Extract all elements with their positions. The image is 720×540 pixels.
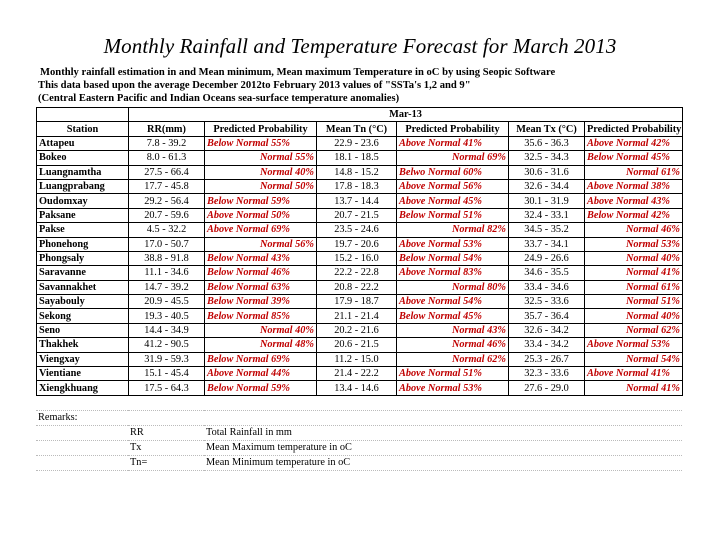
cell-mean-tx: 32.4 - 33.1: [509, 208, 585, 222]
cell-tn-probability: Above Normal 53%: [397, 381, 509, 395]
remark-abbr: Tx: [128, 440, 204, 455]
cell-tn-probability: Normal 43%: [397, 323, 509, 337]
cell-mean-tx: 32.5 - 34.3: [509, 151, 585, 165]
cell-tn-probability: Normal 62%: [397, 352, 509, 366]
cell-rainfall-probability: Below Normal 63%: [205, 280, 317, 294]
cell-rainfall: 8.0 - 61.3: [129, 151, 205, 165]
remarks-heading-row: [36, 410, 682, 425]
table-row: [37, 251, 683, 265]
cell-mean-tx: 32.6 - 34.2: [509, 323, 585, 337]
cell-rainfall-probability: Below Normal 69%: [205, 352, 317, 366]
cell-tn-probability: Above Normal 45%: [397, 194, 509, 208]
remark-abbr: RR: [128, 425, 204, 440]
cell-tn-probability: Above Normal 56%: [397, 179, 509, 193]
cell-tn-probability: Normal 46%: [397, 338, 509, 352]
cell-mean-tn: 23.5 - 24.6: [317, 223, 397, 237]
cell-mean-tn: 13.7 - 14.4: [317, 194, 397, 208]
cell-mean-tn: 15.2 - 16.0: [317, 251, 397, 265]
cell-mean-tn: 13.4 - 14.6: [317, 381, 397, 395]
cell-station: Sekong: [37, 309, 129, 323]
remark-desc: Mean Minimum temperature in oC: [204, 455, 682, 470]
remarks-spacer-row: [36, 396, 682, 411]
cell-mean-tx: 30.6 - 31.6: [509, 165, 585, 179]
month-header: Mar-13: [129, 108, 683, 122]
cell-mean-tn: 22.9 - 23.6: [317, 136, 397, 150]
cell-mean-tx: 25.3 - 26.7: [509, 352, 585, 366]
cell-mean-tx: 32.5 - 33.6: [509, 295, 585, 309]
remark-row: [36, 425, 682, 440]
cell-mean-tn: 19.7 - 20.6: [317, 237, 397, 251]
cell-tn-probability: Below Normal 45%: [397, 309, 509, 323]
cell-tn-probability: Above Normal 83%: [397, 266, 509, 280]
cell-mean-tn: 17.8 - 18.3: [317, 179, 397, 193]
cell-tx-probability: Below Normal 45%: [585, 151, 683, 165]
table-row: [37, 165, 683, 179]
table-row: [37, 352, 683, 366]
cell-rainfall-probability: Above Normal 69%: [205, 223, 317, 237]
cell-mean-tx: 32.6 - 34.4: [509, 179, 585, 193]
col-header-tx: Mean Tx (°C): [509, 122, 585, 136]
cell-station: Pakse: [37, 223, 129, 237]
table-row: [37, 151, 683, 165]
col-header-prob-rr: Predicted Probability: [205, 122, 317, 136]
cell-mean-tn: 17.9 - 18.7: [317, 295, 397, 309]
cell-tn-probability: Normal 80%: [397, 280, 509, 294]
cell-tn-probability: Belwo Normal 60%: [397, 165, 509, 179]
remark-abbr: Tn=: [128, 455, 204, 470]
remarks-heading: Remarks:: [36, 410, 128, 425]
cell-tn-probability: Normal 82%: [397, 223, 509, 237]
cell-tx-probability: Above Normal 38%: [585, 179, 683, 193]
cell-mean-tx: 33.7 - 34.1: [509, 237, 585, 251]
cell-rainfall-probability: Normal 50%: [205, 179, 317, 193]
cell-rainfall-probability: Below Normal 46%: [205, 266, 317, 280]
cell-rainfall: 14.7 - 39.2: [129, 280, 205, 294]
cell-rainfall: 27.5 - 66.4: [129, 165, 205, 179]
cell-station: Xiengkhuang: [37, 381, 129, 395]
cell-rainfall-probability: Normal 40%: [205, 165, 317, 179]
cell-station: Thakhek: [37, 338, 129, 352]
cell-rainfall-probability: Above Normal 44%: [205, 367, 317, 381]
cell-station: Savannakhet: [37, 280, 129, 294]
cell-tx-probability: Normal 40%: [585, 309, 683, 323]
cell-mean-tn: 14.8 - 15.2: [317, 165, 397, 179]
page-title: Monthly Rainfall and Temperature Forecast for March 2013: [103, 34, 617, 58]
remark-row: [36, 455, 682, 470]
cell-station: Phongsaly: [37, 251, 129, 265]
cell-tn-probability: Below Normal 54%: [397, 251, 509, 265]
cell-tn-probability: Above Normal 54%: [397, 295, 509, 309]
table-row: [37, 237, 683, 251]
table-row: [37, 338, 683, 352]
cell-tn-probability: Below Normal 51%: [397, 208, 509, 222]
cell-tx-probability: Normal 53%: [585, 237, 683, 251]
cell-rainfall: 14.4 - 34.9: [129, 323, 205, 337]
remark-row: [36, 440, 682, 455]
table-row: [37, 194, 683, 208]
cell-station: Oudomxay: [37, 194, 129, 208]
cell-mean-tx: 33.4 - 34.6: [509, 280, 585, 294]
cell-mean-tx: 27.6 - 29.0: [509, 381, 585, 395]
cell-tn-probability: Normal 69%: [397, 151, 509, 165]
cell-rainfall-probability: Normal 40%: [205, 323, 317, 337]
cell-tn-probability: Above Normal 51%: [397, 367, 509, 381]
cell-rainfall-probability: Below Normal 59%: [205, 381, 317, 395]
cell-rainfall-probability: Below Normal 39%: [205, 295, 317, 309]
table-row: [37, 381, 683, 395]
intro-line-2: This data based upon the average December 2012to February 2013 values of "SSTa's 1,2 and 9": [38, 80, 471, 91]
cell-mean-tn: 21.1 - 21.4: [317, 309, 397, 323]
intro-notes: [36, 66, 682, 105]
cell-mean-tx: 33.4 - 34.2: [509, 338, 585, 352]
table-row: [37, 223, 683, 237]
cell-rainfall: 17.0 - 50.7: [129, 237, 205, 251]
cell-station: Paksane: [37, 208, 129, 222]
cell-tx-probability: Below Normal 42%: [585, 208, 683, 222]
cell-tx-probability: Normal 41%: [585, 381, 683, 395]
cell-station: Phonehong: [37, 237, 129, 251]
cell-tx-probability: Above Normal 53%: [585, 338, 683, 352]
column-header-row: [37, 122, 683, 136]
cell-tx-probability: Normal 61%: [585, 165, 683, 179]
cell-station: Vientiane: [37, 367, 129, 381]
cell-rainfall: 20.9 - 45.5: [129, 295, 205, 309]
cell-tx-probability: Normal 41%: [585, 266, 683, 280]
cell-tx-probability: Above Normal 41%: [585, 367, 683, 381]
cell-station: Attapeu: [37, 136, 129, 150]
cell-rainfall-probability: Below Normal 85%: [205, 309, 317, 323]
cell-mean-tn: 20.2 - 21.6: [317, 323, 397, 337]
cell-mean-tx: 30.1 - 31.9: [509, 194, 585, 208]
forecast-table: [36, 107, 683, 396]
intro-line-3: (Central Eastern Pacific and Indian Oceans sea-surface temperature anomalies): [38, 93, 400, 104]
cell-rainfall-probability: Normal 56%: [205, 237, 317, 251]
cell-mean-tx: 32.3 - 33.6: [509, 367, 585, 381]
cell-mean-tn: 20.8 - 22.2: [317, 280, 397, 294]
cell-rainfall: 17.7 - 45.8: [129, 179, 205, 193]
table-row: [37, 295, 683, 309]
table-row: [37, 179, 683, 193]
col-header-prob-tn: Predicted Probability: [397, 122, 509, 136]
cell-station: Bokeo: [37, 151, 129, 165]
cell-rainfall: 17.5 - 64.3: [129, 381, 205, 395]
cell-tx-probability: Above Normal 42%: [585, 136, 683, 150]
cell-rainfall: 11.1 - 34.6: [129, 266, 205, 280]
cell-rainfall: 20.7 - 59.6: [129, 208, 205, 222]
table-row: [37, 309, 683, 323]
cell-rainfall: 31.9 - 59.3: [129, 352, 205, 366]
cell-mean-tx: 34.6 - 35.5: [509, 266, 585, 280]
remark-desc: Total Rainfall in mm: [204, 425, 682, 440]
cell-mean-tn: 20.6 - 21.5: [317, 338, 397, 352]
cell-rainfall: 4.5 - 32.2: [129, 223, 205, 237]
cell-mean-tn: 22.2 - 22.8: [317, 266, 397, 280]
month-header-row: [37, 108, 683, 122]
cell-station: Luangprabang: [37, 179, 129, 193]
cell-rainfall-probability: Above Normal 50%: [205, 208, 317, 222]
table-row: [37, 266, 683, 280]
cell-tx-probability: Normal 46%: [585, 223, 683, 237]
table-row: [37, 136, 683, 150]
cell-station: Sayabouly: [37, 295, 129, 309]
cell-tx-probability: Normal 61%: [585, 280, 683, 294]
cell-mean-tn: 20.7 - 21.5: [317, 208, 397, 222]
cell-tx-probability: Above Normal 43%: [585, 194, 683, 208]
cell-station: Seno: [37, 323, 129, 337]
cell-tx-probability: Normal 62%: [585, 323, 683, 337]
remark-desc: Mean Maximum temperature in oC: [204, 440, 682, 455]
table-row: [37, 208, 683, 222]
cell-mean-tx: 35.7 - 36.4: [509, 309, 585, 323]
cell-station: Viengxay: [37, 352, 129, 366]
cell-mean-tn: 21.4 - 22.2: [317, 367, 397, 381]
table-row: [37, 280, 683, 294]
cell-rainfall-probability: Below Normal 59%: [205, 194, 317, 208]
col-header-station: Station: [37, 122, 129, 136]
cell-mean-tx: 34.5 - 35.2: [509, 223, 585, 237]
cell-mean-tn: 18.1 - 18.5: [317, 151, 397, 165]
cell-mean-tx: 24.9 - 26.6: [509, 251, 585, 265]
forecast-table-body: [37, 108, 683, 396]
cell-station: Luangnamtha: [37, 165, 129, 179]
table-row: [37, 323, 683, 337]
month-header-spacer: [37, 108, 129, 122]
col-header-rr: RR(mm): [129, 122, 205, 136]
cell-rainfall-probability: Normal 48%: [205, 338, 317, 352]
cell-tx-probability: Normal 51%: [585, 295, 683, 309]
cell-rainfall: 19.3 - 40.5: [129, 309, 205, 323]
cell-mean-tn: 11.2 - 15.0: [317, 352, 397, 366]
cell-rainfall-probability: Below Normal 55%: [205, 136, 317, 150]
cell-rainfall: 41.2 - 90.5: [129, 338, 205, 352]
spreadsheet: [36, 66, 682, 471]
cell-rainfall: 38.8 - 91.8: [129, 251, 205, 265]
intro-line-1: Monthly rainfall estimation in and Mean minimum, Mean maximum Temperature in oC by using Seopic Software: [40, 67, 556, 78]
cell-rainfall-probability: Below Normal 43%: [205, 251, 317, 265]
cell-rainfall: 7.8 - 39.2: [129, 136, 205, 150]
cell-rainfall: 29.2 - 56.4: [129, 194, 205, 208]
cell-tn-probability: Above Normal 53%: [397, 237, 509, 251]
col-header-tn: Mean Tn (°C): [317, 122, 397, 136]
cell-rainfall-probability: Normal 55%: [205, 151, 317, 165]
col-header-prob-tx: Predicted Probability: [585, 122, 683, 136]
remarks-table: [36, 396, 682, 471]
cell-tx-probability: Normal 54%: [585, 352, 683, 366]
cell-tn-probability: Above Normal 41%: [397, 136, 509, 150]
cell-tx-probability: Normal 40%: [585, 251, 683, 265]
cell-station: Saravanne: [37, 266, 129, 280]
table-row: [37, 367, 683, 381]
cell-mean-tx: 35.6 - 36.3: [509, 136, 585, 150]
cell-rainfall: 15.1 - 45.4: [129, 367, 205, 381]
